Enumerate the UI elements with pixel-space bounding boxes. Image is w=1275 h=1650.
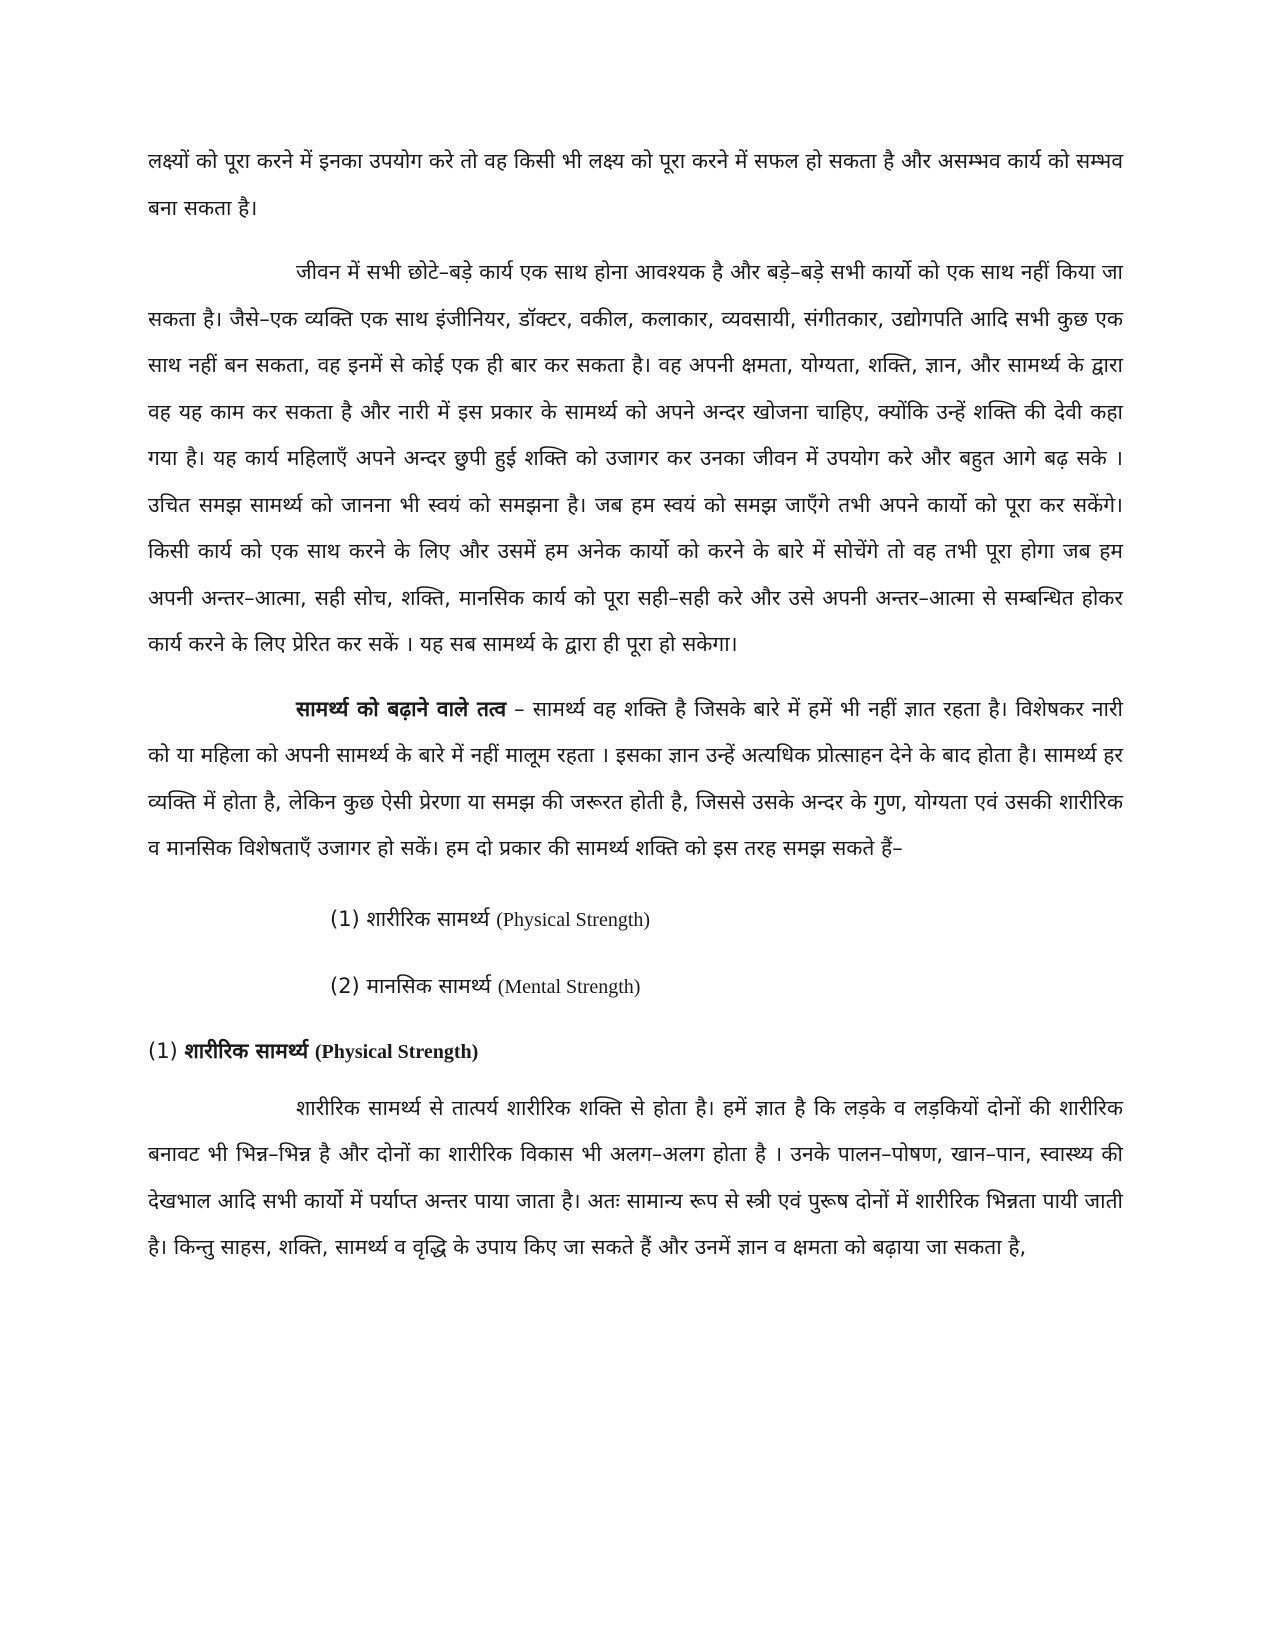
list-item-number: (2) bbox=[330, 973, 360, 998]
list-item-number: (1) bbox=[330, 906, 360, 931]
list-item bbox=[148, 886, 1123, 953]
paragraph-3 bbox=[148, 686, 1123, 872]
page-content bbox=[148, 138, 1123, 1271]
section-heading-number: (1) bbox=[148, 1038, 178, 1063]
paragraph-3-text: – सामर्थ्य वह शक्ति है जिसके बारे में हमें भी नहीं ज्ञात रहता है। विशेषकर नारी को या महिला को अपनी सामर्थ्य के बारे में नहीं मालूम रहता । इसका ज्ञान उन्हें अत्यधिक प्रोत्साहन देने के बाद होता है। सामर्थ्य हर व्यक्ति में होता है, लेकिन कुछ ऐसी प्रेरणा या समझ की जरूरत होती है, जिससे उसके अन्दर के गुण, योग्यता एवं उसकी शारीरिक व मानसिक विशेषताएँ उजागर हो सकें। हम दो प्रकार की सामर्थ्य शक्ति को इस तरह समझ सकते हैं– bbox=[148, 696, 1123, 860]
paragraph-2: जीवन में सभी छोटे–बड़े कार्य एक साथ होना आवश्यक है और बड़े–बड़े सभी कार्यो को एक साथ नहीं किया जा सकता है। जैसे–एक व्यक्ति एक साथ इंजीनियर, डॉक्टर, वकील, कलाकार, व्यवसायी, संगीतकार, उद्योगपति आदि सभी कुछ एक साथ नहीं बन सकता, वह इनमें से कोई एक ही बार कर सकता है। वह अपनी क्षमता, योग्यता, शक्ति, ज्ञान, और सामर्थ्य के द्वारा वह यह काम कर सकता है और नारी में इस प्रकार के सामर्थ्य को अपने अन्दर खोजना चाहिए, क्योंकि उन्हें शक्ति की देवी कहा गया है। यह कार्य महिलाएँ अपने अन्दर छुपी हुई शक्ति को उजागर कर उनका जीवन में उपयोग करे और बहुत आगे बढ़ सके । उचित समझ सामर्थ्य को जानना भी स्वयं को समझना है। जब हम स्वयं को समझ जाएँगे तभी अपने कार्यो को पूरा कर सकेंगे। किसी कार्य को एक साथ करने के लिए और उसमें हम अनेक कार्यो को करने के बारे में सोचेंगे तो वह तभी पूरा होगा जब हम अपनी अन्तर–आत्मा, सही सोच, शक्ति, मानसिक कार्य को पूरा सही–सही करे और उसे अपनी अन्तर–आत्मा से सम्बन्धित होकर कार्य करने के लिए प्रेरित कर सकें । यह सब सामर्थ्य के द्वारा ही पूरा हो सकेगा। bbox=[148, 260, 1123, 656]
section-heading-english: (Physical Strength) bbox=[314, 1040, 479, 1063]
list-item-english: (Mental Strength) bbox=[497, 975, 641, 998]
list-item-english: (Physical Strength) bbox=[496, 908, 651, 931]
list-item-label: शारीरिक सामर्थ्य bbox=[366, 906, 490, 931]
list-item-label: मानसिक सामर्थ्य bbox=[366, 973, 492, 998]
paragraph-1: लक्ष्यों को पूरा करने में इनका उपयोग करे तो वह किसी भी लक्ष्य को पूरा करने में सफल हो सकता है और असम्भव कार्य को सम्भव बना सकता है। bbox=[148, 149, 1123, 220]
strength-list bbox=[148, 886, 1123, 1020]
list-item bbox=[148, 953, 1123, 1020]
section-heading bbox=[148, 1028, 1123, 1075]
paragraph-4: शारीरिक सामर्थ्य से तात्पर्य शारीरिक शक्ति से होता है। हमें ज्ञात है कि लड़के व लड़कियों दोनों की शारीरिक बनावट भी भिन्न–भिन्न है और दोनों का शारीरिक विकास भी अलग–अलग होता है । उनके पालन–पोषण, खान–पान, स्वास्थ्य की देखभाल आदि सभी कार्यो में पर्याप्त अन्तर पाया जाता है। अतः सामान्य रूप से स्त्री एवं पुरूष दोनों में शारीरिक भिन्नता पायी जाती है। किन्तु साहस, शक्ति, सामर्थ्य व वृद्धि के उपाय किए जा सकते हैं और उनमें ज्ञान व क्षमता को बढ़ाया जा सकता है, bbox=[148, 1095, 1123, 1259]
paragraph-3-heading: सामर्थ्य को बढ़ाने वाले तत्व bbox=[296, 696, 507, 721]
section-heading-label: शारीरिक सामर्थ्य bbox=[184, 1038, 309, 1063]
